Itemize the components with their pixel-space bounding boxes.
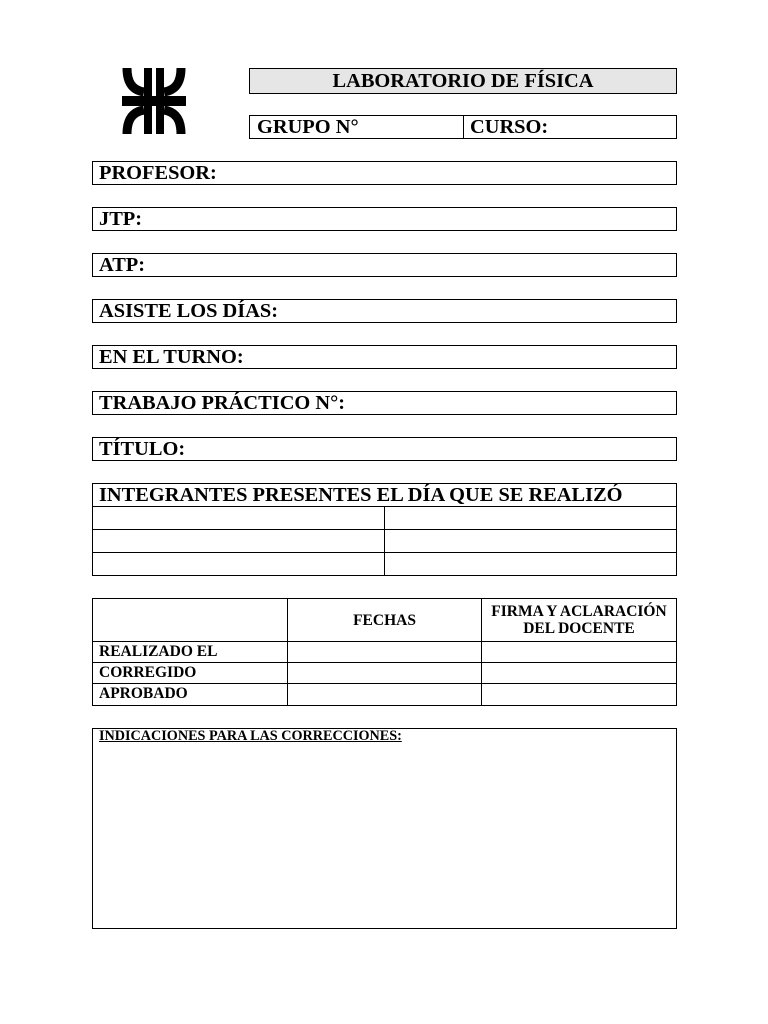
indicaciones-box <box>92 728 677 929</box>
utn-logo-icon <box>122 68 186 134</box>
field-label: JTP: <box>99 208 143 230</box>
fechas-table <box>92 598 677 706</box>
firma-header-label: FIRMA Y ACLARACIÓN DEL DOCENTE <box>491 603 667 637</box>
integrantes-header: INTEGRANTES PRESENTES EL DÍA QUE SE REALIZÓ <box>93 484 676 507</box>
field-label: TÍTULO: <box>99 438 186 460</box>
integrantes-row <box>93 530 676 553</box>
fecha-cell <box>288 642 482 663</box>
firma-cell <box>482 684 676 705</box>
grupo-curso-row <box>249 115 677 139</box>
integrante-cell <box>385 507 676 529</box>
integrante-cell <box>93 530 385 552</box>
row-label-realizado: REALIZADO EL <box>93 642 288 663</box>
integrantes-table <box>92 483 677 576</box>
grupo-field <box>250 116 464 138</box>
field-titulo <box>92 437 677 461</box>
curso-label: CURSO: <box>470 116 549 138</box>
firma-cell <box>482 642 676 663</box>
field-label: EN EL TURNO: <box>99 346 244 368</box>
firma-cell <box>482 663 676 684</box>
row-label-aprobado: APROBADO <box>93 684 288 705</box>
field-en-el-turno <box>92 345 677 369</box>
field-label: TRABAJO PRÁCTICO N°: <box>99 392 346 414</box>
fechas-header-empty <box>93 599 288 642</box>
field-label: PROFESOR: <box>99 162 217 184</box>
field-asiste-los-dias <box>92 299 677 323</box>
integrantes-row <box>93 553 676 575</box>
row-label-corregido: CORREGIDO <box>93 663 288 684</box>
integrante-cell <box>385 553 676 575</box>
fechas-header <box>288 599 482 642</box>
fechas-header-label: FECHAS <box>353 611 416 629</box>
fecha-cell <box>288 684 482 705</box>
field-profesor <box>92 161 677 185</box>
integrantes-row <box>93 507 676 530</box>
firma-header <box>482 599 676 642</box>
curso-field <box>464 116 676 138</box>
field-atp <box>92 253 677 277</box>
indicaciones-label: INDICACIONES PARA LAS CORRECCIONES: <box>99 728 402 744</box>
document-title: LABORATORIO DE FÍSICA <box>249 68 677 94</box>
grupo-label: GRUPO N° <box>257 116 359 138</box>
integrante-cell <box>385 530 676 552</box>
integrante-cell <box>93 553 385 575</box>
integrante-cell <box>93 507 385 529</box>
field-label: ASISTE LOS DÍAS: <box>99 300 279 322</box>
fecha-cell <box>288 663 482 684</box>
field-trabajo-practico <box>92 391 677 415</box>
field-label: ATP: <box>99 254 146 276</box>
field-jtp <box>92 207 677 231</box>
